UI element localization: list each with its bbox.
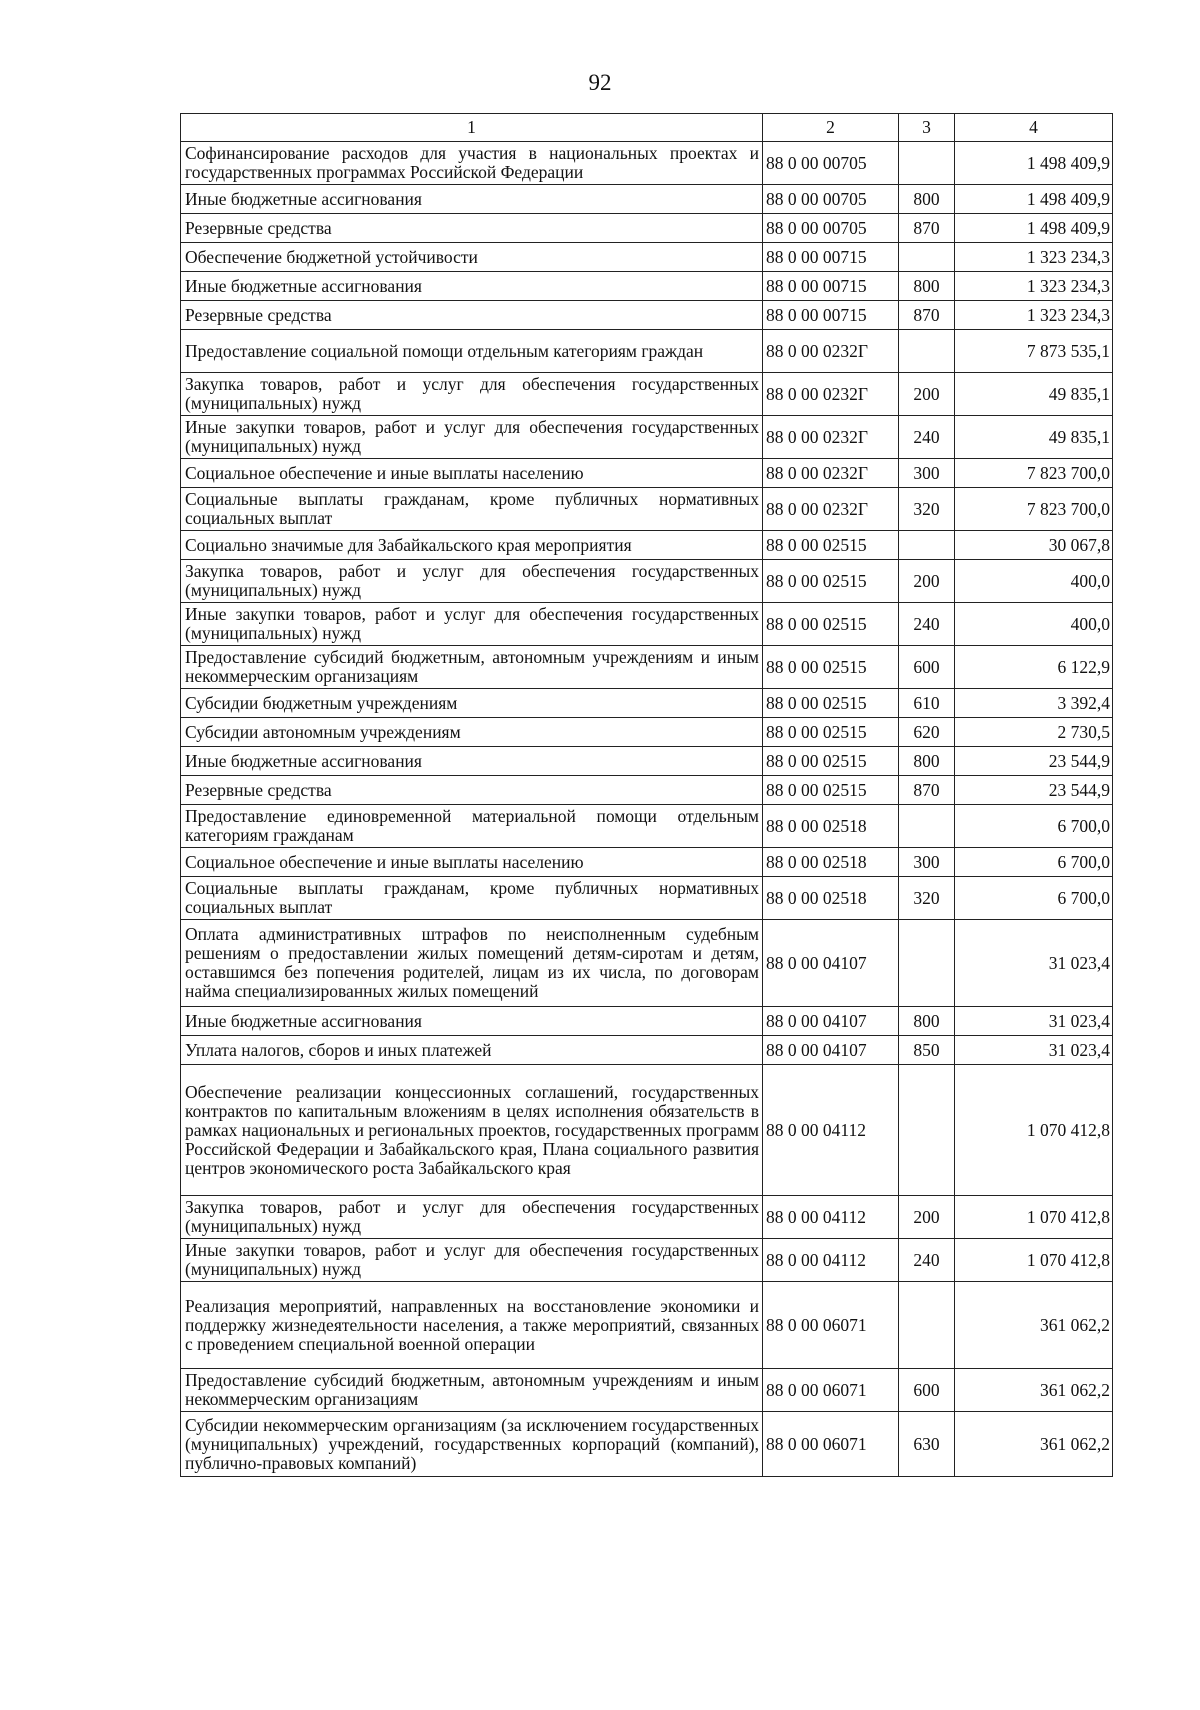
column-header-name: 1 [181, 114, 763, 142]
table-row [181, 1369, 1113, 1412]
row-amount: 3 392,4 [955, 689, 1113, 718]
table-row [181, 560, 1113, 603]
row-code: 88 0 00 04112 [763, 1065, 899, 1196]
row-amount: 400,0 [955, 560, 1113, 603]
row-name: Социальное обеспечение и иные выплаты населению [181, 459, 763, 488]
row-name: Закупка товаров, работ и услуг для обеспечения государственных (муниципальных) нужд [181, 373, 763, 416]
row-type: 870 [899, 214, 955, 243]
row-name: Закупка товаров, работ и услуг для обеспечения государственных (муниципальных) нужд [181, 1196, 763, 1239]
row-name: Резервные средства [181, 776, 763, 805]
row-code: 88 0 00 00705 [763, 142, 899, 185]
table-row [181, 531, 1113, 560]
row-code: 88 0 00 04107 [763, 1036, 899, 1065]
row-code: 88 0 00 00705 [763, 185, 899, 214]
table-row [181, 488, 1113, 531]
row-type: 600 [899, 1369, 955, 1412]
table-row [181, 301, 1113, 330]
row-code: 88 0 00 04107 [763, 920, 899, 1007]
row-type: 200 [899, 560, 955, 603]
row-name: Субсидии автономным учреждениям [181, 718, 763, 747]
row-code: 88 0 00 02515 [763, 603, 899, 646]
table-row [181, 646, 1113, 689]
row-name: Предоставление социальной помощи отдельным категориям граждан [181, 330, 763, 373]
row-code: 88 0 00 02518 [763, 805, 899, 848]
row-type: 610 [899, 689, 955, 718]
row-type: 620 [899, 718, 955, 747]
row-type: 870 [899, 301, 955, 330]
table-row [181, 142, 1113, 185]
row-name: Предоставление субсидий бюджетным, автономным учреждениям и иным некоммерческим организациям [181, 646, 763, 689]
table-row [181, 603, 1113, 646]
row-name: Уплата налогов, сборов и иных платежей [181, 1036, 763, 1065]
row-type [899, 142, 955, 185]
row-amount: 6 700,0 [955, 848, 1113, 877]
table-row [181, 848, 1113, 877]
row-type [899, 1065, 955, 1196]
row-name: Социально значимые для Забайкальского края мероприятия [181, 531, 763, 560]
table-row [181, 1196, 1113, 1239]
row-code: 88 0 00 04112 [763, 1239, 899, 1282]
row-type: 320 [899, 877, 955, 920]
row-amount: 31 023,4 [955, 1036, 1113, 1065]
row-name: Иные закупки товаров, работ и услуг для обеспечения государственных (муниципальных) нужд [181, 1239, 763, 1282]
row-code: 88 0 00 0232Г [763, 459, 899, 488]
row-name: Закупка товаров, работ и услуг для обеспечения государственных (муниципальных) нужд [181, 560, 763, 603]
row-amount: 361 062,2 [955, 1412, 1113, 1477]
table-row [181, 459, 1113, 488]
table-row [181, 1065, 1113, 1196]
row-type [899, 330, 955, 373]
table-row [181, 185, 1113, 214]
page-number: 92 [588, 70, 612, 95]
table-row [181, 416, 1113, 459]
row-type: 870 [899, 776, 955, 805]
row-type: 630 [899, 1412, 955, 1477]
row-name: Иные закупки товаров, работ и услуг для обеспечения государственных (муниципальных) нужд [181, 416, 763, 459]
row-amount: 30 067,8 [955, 531, 1113, 560]
row-name: Иные бюджетные ассигнования [181, 272, 763, 301]
row-type: 320 [899, 488, 955, 531]
row-name: Социальное обеспечение и иные выплаты населению [181, 848, 763, 877]
row-name: Социальные выплаты гражданам, кроме публичных нормативных социальных выплат [181, 877, 763, 920]
row-type [899, 531, 955, 560]
row-amount: 49 835,1 [955, 416, 1113, 459]
row-amount: 23 544,9 [955, 776, 1113, 805]
row-type [899, 920, 955, 1007]
row-code: 88 0 00 02515 [763, 560, 899, 603]
row-type: 800 [899, 272, 955, 301]
row-code: 88 0 00 0232Г [763, 416, 899, 459]
row-name: Субсидии некоммерческим организациям (за исключением государственных (муниципальных) учреждений, государственных корпораций (компаний), публично-правовых компаний) [181, 1412, 763, 1477]
row-name: Предоставление субсидий бюджетным, автономным учреждениям и иным некоммерческим организациям [181, 1369, 763, 1412]
row-code: 88 0 00 0232Г [763, 373, 899, 416]
row-name: Оплата административных штрафов по неисполненным судебным решениям о предоставлении жилых помещений детям-сиротам и детям, оставшимся без попечения родителей, лицам из их числа, по договорам найма специализированных жилых помещений [181, 920, 763, 1007]
table-row [181, 214, 1113, 243]
column-header-code: 2 [763, 114, 899, 142]
row-amount: 2 730,5 [955, 718, 1113, 747]
row-name: Предоставление единовременной материальной помощи отдельным категориям гражданам [181, 805, 763, 848]
row-name: Резервные средства [181, 214, 763, 243]
row-code: 88 0 00 06071 [763, 1282, 899, 1369]
row-code: 88 0 00 02515 [763, 747, 899, 776]
table-row [181, 689, 1113, 718]
row-amount: 1 070 412,8 [955, 1196, 1113, 1239]
row-type: 240 [899, 416, 955, 459]
row-amount: 1 323 234,3 [955, 243, 1113, 272]
row-code: 88 0 00 00705 [763, 214, 899, 243]
row-type: 240 [899, 603, 955, 646]
row-type: 240 [899, 1239, 955, 1282]
row-code: 88 0 00 06071 [763, 1369, 899, 1412]
table-row [181, 1007, 1113, 1036]
table-row [181, 373, 1113, 416]
row-code: 88 0 00 04107 [763, 1007, 899, 1036]
row-code: 88 0 00 02518 [763, 848, 899, 877]
row-code: 88 0 00 00715 [763, 301, 899, 330]
row-type [899, 243, 955, 272]
table-row [181, 718, 1113, 747]
table-header-row [181, 114, 1113, 142]
row-name: Обеспечение бюджетной устойчивости [181, 243, 763, 272]
table-row [181, 805, 1113, 848]
row-code: 88 0 00 02515 [763, 646, 899, 689]
row-amount: 1 070 412,8 [955, 1239, 1113, 1282]
row-amount: 1 323 234,3 [955, 272, 1113, 301]
row-code: 88 0 00 04112 [763, 1196, 899, 1239]
row-name: Резервные средства [181, 301, 763, 330]
row-name: Социальные выплаты гражданам, кроме публичных нормативных социальных выплат [181, 488, 763, 531]
row-amount: 6 700,0 [955, 805, 1113, 848]
row-type: 800 [899, 1007, 955, 1036]
table-row [181, 1412, 1113, 1477]
row-amount: 31 023,4 [955, 920, 1113, 1007]
table-row [181, 776, 1113, 805]
table-row [181, 747, 1113, 776]
table-row [181, 272, 1113, 301]
row-amount: 1 323 234,3 [955, 301, 1113, 330]
row-code: 88 0 00 00715 [763, 272, 899, 301]
row-amount: 1 498 409,9 [955, 214, 1113, 243]
row-amount: 1 498 409,9 [955, 142, 1113, 185]
row-amount: 1 498 409,9 [955, 185, 1113, 214]
row-amount: 31 023,4 [955, 1007, 1113, 1036]
row-type: 200 [899, 1196, 955, 1239]
table-row [181, 1239, 1113, 1282]
row-type: 200 [899, 373, 955, 416]
row-name: Софинансирование расходов для участия в национальных проектах и государственных программах Российской Федерации [181, 142, 763, 185]
row-name: Иные бюджетные ассигнования [181, 185, 763, 214]
row-type: 850 [899, 1036, 955, 1065]
row-amount: 23 544,9 [955, 747, 1113, 776]
row-code: 88 0 00 02518 [763, 877, 899, 920]
table-row [181, 1036, 1113, 1065]
row-type [899, 1282, 955, 1369]
row-amount: 7 873 535,1 [955, 330, 1113, 373]
row-name: Обеспечение реализации концессионных соглашений, государственных контрактов по капитальным вложениям в целях исполнения обязательств в рамках национальных и региональных проектов, государственных программ Российской Федерации и Забайкальского края, Плана социального развития центров экономического роста Забайкальского края [181, 1065, 763, 1196]
row-code: 88 0 00 02515 [763, 531, 899, 560]
table-row [181, 920, 1113, 1007]
row-amount: 7 823 700,0 [955, 488, 1113, 531]
row-amount: 6 700,0 [955, 877, 1113, 920]
row-amount: 6 122,9 [955, 646, 1113, 689]
row-code: 88 0 00 02515 [763, 689, 899, 718]
row-type: 300 [899, 459, 955, 488]
row-type [899, 805, 955, 848]
table-row [181, 330, 1113, 373]
table-row [181, 243, 1113, 272]
row-code: 88 0 00 0232Г [763, 488, 899, 531]
column-header-amount: 4 [955, 114, 1113, 142]
row-amount: 7 823 700,0 [955, 459, 1113, 488]
row-type: 800 [899, 747, 955, 776]
row-code: 88 0 00 0232Г [763, 330, 899, 373]
row-code: 88 0 00 06071 [763, 1412, 899, 1477]
row-name: Иные бюджетные ассигнования [181, 1007, 763, 1036]
row-amount: 361 062,2 [955, 1369, 1113, 1412]
row-code: 88 0 00 02515 [763, 776, 899, 805]
budget-table [180, 113, 1113, 1477]
row-name: Иные закупки товаров, работ и услуг для обеспечения государственных (муниципальных) нужд [181, 603, 763, 646]
row-amount: 400,0 [955, 603, 1113, 646]
row-amount: 1 070 412,8 [955, 1065, 1113, 1196]
table-row [181, 877, 1113, 920]
row-name: Субсидии бюджетным учреждениям [181, 689, 763, 718]
row-name: Иные бюджетные ассигнования [181, 747, 763, 776]
row-code: 88 0 00 00715 [763, 243, 899, 272]
row-amount: 49 835,1 [955, 373, 1113, 416]
row-type: 300 [899, 848, 955, 877]
table-row [181, 1282, 1113, 1369]
row-type: 800 [899, 185, 955, 214]
row-name: Реализация мероприятий, направленных на восстановление экономики и поддержку жизнедеятельности населения, а также мероприятий, связанных с проведением специальной военной операции [181, 1282, 763, 1369]
column-header-type: 3 [899, 114, 955, 142]
row-type: 600 [899, 646, 955, 689]
row-code: 88 0 00 02515 [763, 718, 899, 747]
row-amount: 361 062,2 [955, 1282, 1113, 1369]
